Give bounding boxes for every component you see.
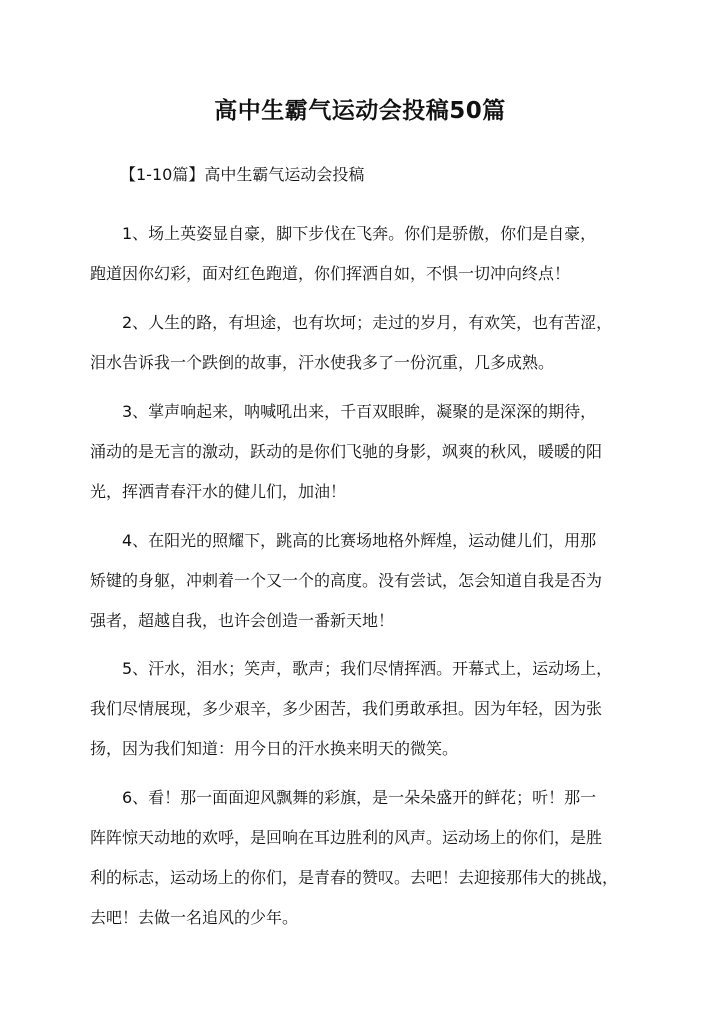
- paragraph-line: 阵阵惊天动地的欢呼，是回响在耳边胜利的风声。运动场上的你们，是胜: [90, 828, 603, 847]
- paragraph-line: 去吧！去做一名追风的少年。: [90, 908, 299, 927]
- section-heading: 【1-10篇】高中生霸气运动会投稿: [120, 165, 365, 184]
- paragraph-line: 扬，因为我们知道：用今日的汗水换来明天的微笑。: [90, 739, 459, 758]
- paragraph-line: 3、掌声响起来，呐喊吼出来，千百双眼眸，凝聚的是深深的期待，: [122, 402, 597, 421]
- paragraph-2: [90, 303, 640, 383]
- paragraph-3: [90, 392, 640, 512]
- paragraph-line: 矫键的身躯，冲刺着一个又一个的高度。没有尝试，怎会知道自我是否为: [90, 571, 603, 590]
- paragraph-1: [90, 214, 640, 294]
- paragraph-line: 涌动的是无言的激动，跃动的是你们飞驰的身影，飒爽的秋风，暖暖的阳: [90, 442, 603, 461]
- paragraph-line: 4、在阳光的照耀下，跳高的比赛场地格外辉煌，运动健儿们，用那: [122, 531, 597, 550]
- paragraph-6: [90, 778, 640, 938]
- paragraph-line: 利的标志，运动场上的你们，是青春的赞叹。去吧！去迎接那伟大的挑战，: [90, 868, 619, 887]
- page-title: 高中生霸气运动会投稿50篇: [214, 98, 506, 124]
- paragraph-line: 泪水告诉我一个跌倒的故事，汗水使我多了一份沉重，几多成熟。: [90, 353, 555, 372]
- paragraph-line: 2、人生的路，有坦途，也有坎坷；走过的岁月，有欢笑，也有苦涩，: [122, 313, 613, 332]
- paragraph-line: 1、场上英姿显自豪，脚下步伐在飞奔。你们是骄傲，你们是自豪，: [122, 224, 597, 243]
- paragraph-line: 我们尽情展现，多少艰辛，多少困苦，我们勇敢承担。因为年轻，因为张: [90, 699, 603, 718]
- paragraph-line: 光，挥洒青春汗水的健儿们，加油！: [90, 482, 347, 501]
- paragraph-line: 跑道因你幻彩，面对红色跑道，你们挥洒自如，不惧一切冲向终点！: [90, 264, 571, 283]
- paragraph-5: [90, 649, 640, 769]
- paragraph-line: 5、汗水，泪水；笑声，歌声；我们尽情挥洒。开幕式上，运动场上，: [122, 659, 613, 678]
- paragraph-line: 6、看！那一面面迎风飘舞的彩旗，是一朵朵盛开的鲜花；听！那一: [122, 788, 597, 807]
- paragraph-line: 强者，超越自我，也许会创造一番新天地！: [90, 611, 395, 630]
- paragraph-4: [90, 521, 640, 641]
